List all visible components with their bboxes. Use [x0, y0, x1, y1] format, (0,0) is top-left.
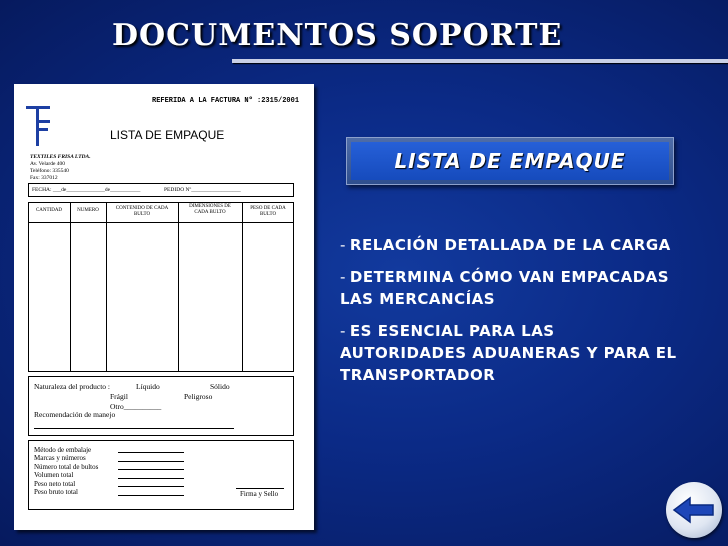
form-title: LISTA DE EMPAQUE	[110, 128, 225, 142]
invoice-reference: REFERIDA A LA FACTURA Nº :2315/2001	[152, 97, 300, 105]
company-address: Av. Velarde 400	[30, 161, 66, 167]
bullet-item: - ES ESENCIAL PARA LAS AUTORIDADES ADUANERAS Y PARA EL TRANSPORTADOR	[340, 322, 677, 384]
column-header: DIMENSIONES DE CADA BULTO	[189, 204, 231, 215]
items-table	[28, 202, 294, 372]
packing-row-label: Peso neto total	[34, 480, 76, 488]
liquid-option: Líquido	[136, 382, 160, 391]
solid-option: Sólido	[210, 382, 230, 391]
order-field: PEDIDO Nº__________________	[164, 187, 241, 193]
signature-label: Firma y Sello	[240, 490, 279, 498]
packing-list-form-image	[14, 84, 314, 530]
date-field: FECHA: ___de______________de___________	[32, 187, 141, 193]
packing-row-label: Marcas y números	[34, 454, 86, 462]
fragile-option: Frágil	[110, 392, 128, 401]
company-logo	[26, 106, 50, 146]
packing-row-label: Peso bruto total	[34, 488, 78, 496]
banner-label: LISTA DE EMPAQUE	[394, 149, 626, 173]
column-header: CANTIDAD	[35, 208, 63, 213]
packing-row-label: Volumen total	[34, 471, 74, 479]
back-arrow-icon	[666, 482, 722, 538]
packing-row-label: Método de embalaje	[34, 446, 92, 454]
company-info	[30, 154, 91, 182]
company-phone: Teléfono: 335540	[30, 168, 69, 174]
packing-row-label: Número total de bultos	[34, 463, 99, 471]
slide-title: DOCUMENTOS SOPORTE	[112, 18, 563, 53]
bullet-item: - DETERMINA CÓMO VAN EMPACADAS LAS MERCANCÍAS	[340, 268, 670, 308]
title-underline	[232, 59, 728, 63]
other-option: Otro__________	[110, 402, 162, 411]
bullet-list	[340, 234, 680, 396]
column-header: NUMERO	[77, 208, 99, 213]
nature-label: Naturaleza del producto :	[34, 382, 111, 391]
bullet-item: - RELACIÓN DETALLADA DE LA CARGA	[340, 236, 671, 254]
section-banner	[346, 137, 674, 185]
handling-label: Recomendación de manejo	[34, 410, 116, 419]
column-header: PESO DE CADA BULTO	[250, 206, 286, 217]
column-header: CONTENIDO DE CADA BULTO	[115, 206, 169, 217]
company-name: TEXTILES FRISA LTDA.	[30, 154, 91, 160]
company-fax: Fax: 337012	[30, 175, 58, 181]
dangerous-option: Peligroso	[184, 392, 213, 401]
back-button[interactable]	[666, 482, 722, 538]
